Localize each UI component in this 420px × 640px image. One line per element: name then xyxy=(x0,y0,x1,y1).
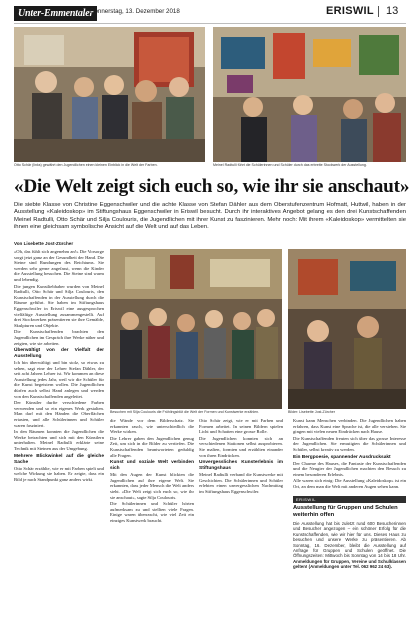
paragraph: die Wände vor dem Bilderschatz. Sie erkannten rasch, wie unterschiedlich die Werke wirken. xyxy=(110,418,194,435)
photo-scene-gallery-tour xyxy=(213,27,406,162)
page-separator xyxy=(378,6,379,17)
subheading: Ein Bergpoesie, spannender Ausdrucksakt xyxy=(293,454,391,460)
article-column-1 xyxy=(14,249,104,629)
paragraph: Die Jugendlichen konnten sich an verschiedenen Stationen selbst ausprobieren. Sie malten, formten und erzählten einander von ihren Eindrücken. xyxy=(199,435,283,458)
paragraph: Alle waren sich einig: Die Ausstellung «Kaleidoskop» ist ein Ort, an dem man die Welt mit anderen Augen sehen kann. xyxy=(293,478,406,489)
page-number: 13 xyxy=(386,5,399,17)
photo-scene-students-artist xyxy=(14,27,205,162)
paragraph: «Oh, das fühlt sich angenehm an!» Die Vorsorge sorgt jetzt ganz an der Gesundheit der Hand. Die Steine sind Rundungen des Reichtums. Sie werden sehr gerne angefasst, wenn die Kinder die Ausstellung besuchen. Die Steine sind warm und lebendig. xyxy=(14,249,104,282)
info-box-title: Ausstellung für Gruppen und Schulen weiterhin offen xyxy=(293,505,398,518)
info-box-body xyxy=(293,521,406,615)
photo-scene-class-in-hall xyxy=(110,249,282,409)
photo-caption-left: Otto Schär (links) gewährt den Jugendlichen einen kleinen Einblick in die Welt der Farben. xyxy=(14,163,158,167)
paragraph: Die jungen Kunstliebhaber wurden von Meinel Radtulli, Otto Schär und Silja Coulouris, den Kunstschaffenden in der Ausstellung durch die Räume geführt. Sie haben im Stiftungshaus Eggenschwiler in Eriswil eine ausgesprochen vielfältige Ausstellung zusammengestellt. Auf drei Stockwerken präsentieren sie ihre Gemälde, Skulpturen und Objekte. xyxy=(14,283,104,328)
subheading: Kunst und soziale Welt verbinden sich xyxy=(110,460,194,472)
article-column-4 xyxy=(293,418,406,494)
paper-name: Unter-Emmentaler xyxy=(14,6,97,21)
subheading: Überwältigt von der Vielfalt der Ausstellung xyxy=(14,348,104,360)
section-name: ERISWIL xyxy=(326,5,374,17)
photo-middle xyxy=(110,249,282,409)
paragraph: Die Kunstschaffenden freuten sich über das grosse Interesse der Jugendlichen. Sie ermutigten die Schülerinnen und Schüler, selbst kreativ zu werden. xyxy=(293,435,406,452)
paper-date: Donnerstag, 13. Dezember 2018 xyxy=(90,8,180,15)
paragraph: Kunst kann Menschen verbinden. Die Jugendlichen haben erfahren, dass Kunst eine Sprache ist, die alle verstehen. Sie gingen mit vielen neuen Eindrücken nach Hause. xyxy=(293,418,406,435)
paragraph: In den Räumen konnten die Jugendlichen die Werke betrachten und sich mit den Künstlern unterhalten. Meinel Radtulli erklärte seine Technik mit Steinen aus der Umgebung. xyxy=(14,429,104,451)
article-column-2 xyxy=(110,418,194,630)
article-byline: Von Lisebette Jost-Zürcher xyxy=(14,241,74,246)
photo-top-right xyxy=(213,27,406,162)
paragraph: Die Kunstschaffenden brachten den Jugendlichen im Gespräch ihre Werke näher und zeigten, wie sie arbeiten. xyxy=(14,329,104,346)
article-headline: «Die Welt zeigt sich euch so, wie ihr sie anschaut» xyxy=(14,176,410,197)
info-box-text: Die Ausstellung hat bis zuletzt rund 600 Besucherinnen und Besucher angezogen – ein schöner Erfolg für die Kunstschaffenden, wie wir hier für uns. Dieses Haus zu besuchen und unsere Werke zu präsentieren. Ab Sonntag, 16. Dezember, bleibt die Ausstellung auf Anfrage für Gruppen und Schulen geöffnet. Die Öffnungszeiten: Mittwoch bis Sonntag von 14 bis 18 Uhr. xyxy=(293,521,406,559)
paragraph: Die Lehrer gaben den Jugendlichen genug Zeit, um sich in die Bilder zu vertiefen. Die Kunstschaffenden beantworteten geduldig alle Fragen. xyxy=(110,435,194,458)
photo-caption-right: Meinel Radtulli führt die Schülerinnen und Schüler durch das erbreite Stockwerk der Ausstellung. xyxy=(213,163,367,167)
paragraph: Meinel Radtulli verband die Kunstwerke mit Geschichten. Die Schülerinnen und Schüler erlebten einen unvergesslichen Nachmittag im Stiftungshaus Eggenschwiler. xyxy=(199,472,283,494)
subheading: Mehrere Blickwinkel auf die gleiche Sache xyxy=(14,453,104,465)
paragraph: Otto Schär erzählte, wie er mit Farben spielt und welche Wirkung sie haben. Er zeigte, dass ein Bild je nach Standpunkt ganz anders wirkt. xyxy=(14,465,104,482)
paragraph: Der Künstler durfte verschiedene Farben verwenden und so ein eigenes Werk gestalten. Man darf mit den Händen die Oberflächen ertasten, und alle Schülerinnen und Schüler waren fasziniert. xyxy=(14,400,104,428)
photo-caption-middle: Besuchen mit Silja Coulouris die Frühlingsblüt die Welt der Formen und Kunstwerke erzählen. xyxy=(110,410,260,414)
paragraph: Ich bin überwältigt und bin stolz, so etwas zu sehen, sagt eine der Lehrer Stefan Dähler, der seit acht Jahren Lehrer ist. Wir kommen an diese Ausstellung jedes Jahr, weil wir die Schüler für die Kunst begeistern wollen. Die Jugendlichen dürfen auch selbst Hand anlegen und werden von den Kunstschaffenden angeleitet. xyxy=(14,360,104,399)
subheading: Unvergessliches Kunsterlebnis im Stiftungshaus xyxy=(199,460,283,472)
info-box-bar: ERISWIL xyxy=(293,496,406,503)
info-box-bold-line: Anmeldungen für Gruppen, Vereine und Schulklassen gelten! (Anmeldungen unter Tel. 062 962 24 63). xyxy=(293,558,406,570)
masthead-rule xyxy=(14,23,406,24)
photo-middle-right xyxy=(288,249,406,409)
masthead xyxy=(0,0,420,27)
photo-caption-middle-right: Bilder: Lisebette Jost-Zürcher xyxy=(288,410,335,414)
paragraph: Otto Schär zeigt, wie er mit Farben und Formen arbeitet. In seinen Bildern spielen Licht und Schatten eine grosse Rolle. xyxy=(199,418,283,435)
article-column-3 xyxy=(199,418,283,630)
paragraph: Die Schülerinnen und Schüler hörten aufmerksam zu und stellten viele Fragen. Einige waren überrascht, wie viel Zeit ein einziges Kunstwerk braucht. xyxy=(110,501,194,523)
article-lead: Die siebte Klasse von Christine Eggenschwiler und die achte Klasse von Stefan Dähler aus dem Oberstufenzentrum Hofmatt, Huttwil, haben in der Ausstellung «Kaleidoskop» im Stiftungshaus Eggenschwiler in Eriswil besucht. Durch ihr interaktives Angebot gelang es den drei Kunstschaffenden Meinel Radtulli, Otto Schär und Silja Coulouris, die Jugendlichen mit ihrer Kunst zu faszinieren. Mehr noch: Mit ihrem «Kaleidoskop» vermittelten sie ihnen eine gleichsam symbolische Ansicht auf die Welt und auf das Leben. xyxy=(14,202,406,231)
photo-top-left xyxy=(14,27,205,162)
paragraph: Mit den Augen der Kunst blickten die Jugendlichen auf ihre eigene Welt. Sie erkannten, dass jeder Mensch die Welt anders sieht. «Die Welt zeigt sich euch so, wie ihr sie anschaut», sagte Silja Coulouris. xyxy=(110,472,194,500)
photo-scene-artist-with-students xyxy=(288,249,406,409)
paragraph: Der Charme des Hauses, die Fantasie der Kunstschaffenden und die Neugier der Jugendlichen machten den Besuch zu einem besonderen Erlebnis. xyxy=(293,460,406,477)
